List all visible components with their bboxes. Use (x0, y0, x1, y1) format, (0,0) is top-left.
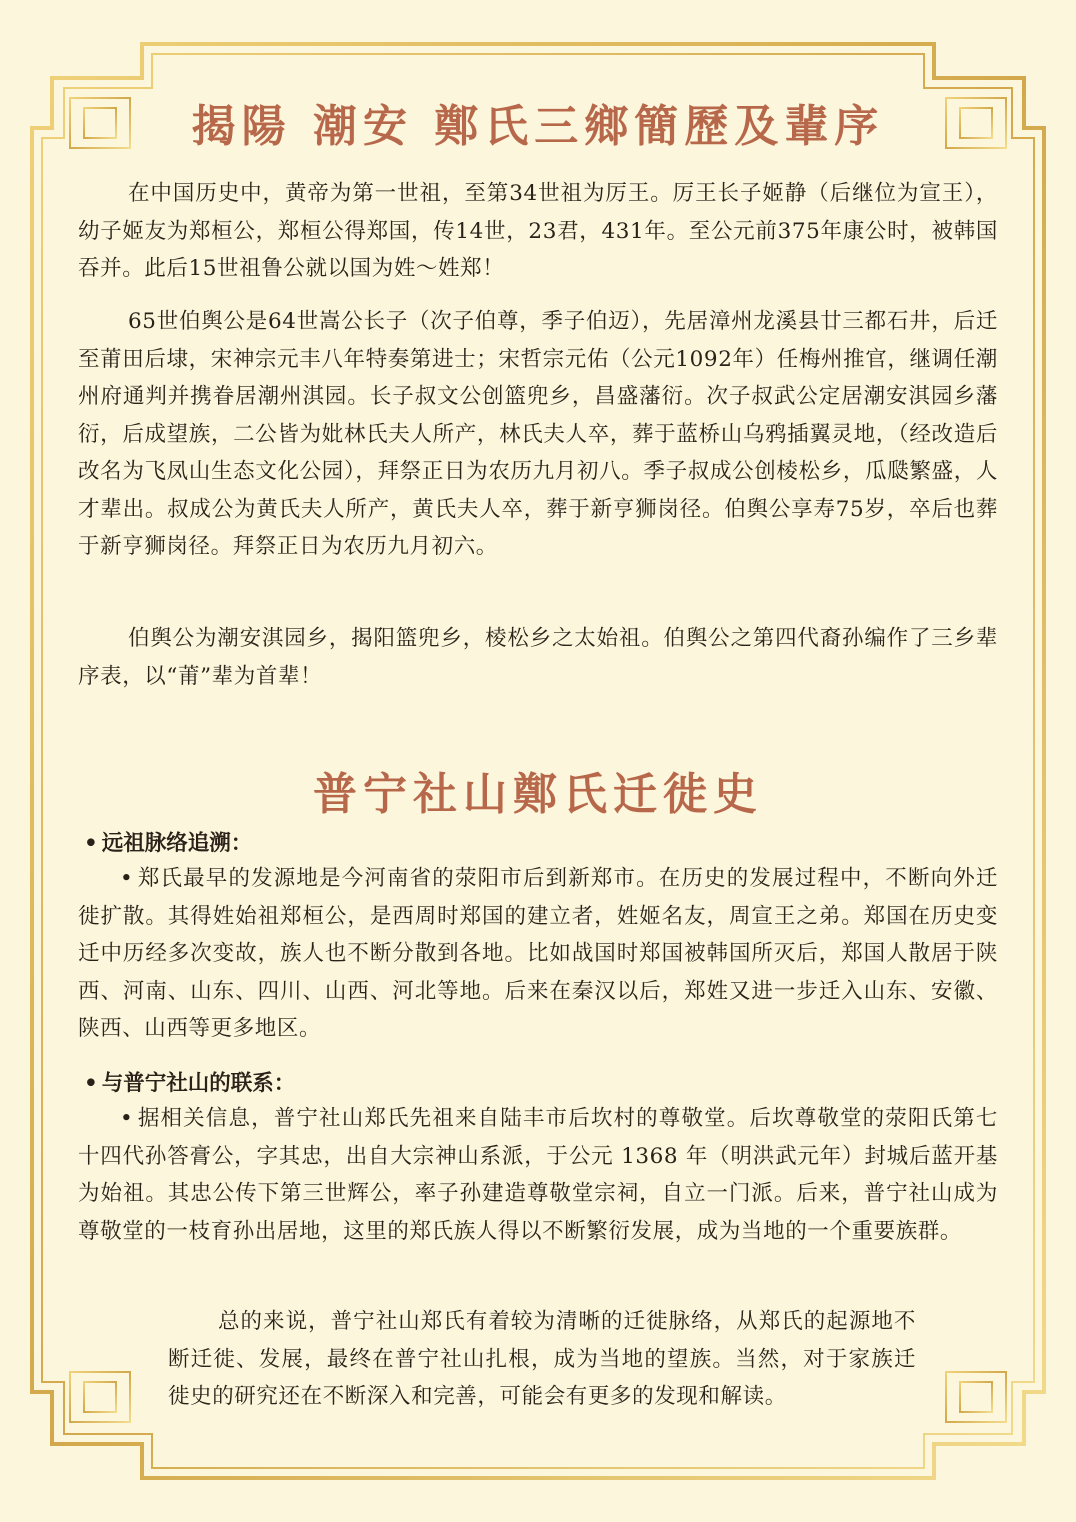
bullet-icon: • (120, 1106, 134, 1131)
ancestry-paragraph (78, 860, 998, 1048)
connection-text: 据相关信息，普宁社山郑氏先祖来自陆丰市后坎村的尊敬堂。后坎尊敬堂的荥阳氏第七十四代孙答膏公，字其忠，出自大宗神山系派，于公元 1368 年（明洪武元年）封城后蓝开基为始祖。其忠公传下第三世辉公，率子孙建造尊敬堂宗祠，自立一门派。后来，普宁社山成为尊敬堂的一枝育孙出居地，这里的郑氏族人得以不断繁衍发展，成为当地的一个重要族群。 (78, 1106, 998, 1244)
section-heading-connection (84, 1066, 295, 1097)
conclusion-paragraph: 总的来说，普宁社山郑氏有着较为清晰的迁徙脉络，从郑氏的起源地不断迁徙、发展，最终在普宁社山扎根，成为当地的望族。当然，对于家族迁徙史的研究还在不断深入和完善，可能会有更多的发现和解读。 (168, 1309, 916, 1409)
heading-label: 与普宁社山的联系： (101, 1071, 296, 1096)
section-title: 普宁社山鄭氏迁徙史 (313, 769, 763, 820)
bullet-icon: • (120, 866, 134, 891)
ancestry-text: 郑氏最早的发源地是今河南省的荥阳市后到新郑市。在历史的发展过程中，不断向外迁徙扩散。其得姓始祖郑桓公，是西周时郑国的建立者，姓姬名友，周宣王之弟。郑国在历史变迁中历经多次变故，族人也不断分散到各地。比如战国时郑国被韩国所灭后，郑国人散居于陕西、河南、山东、四川、山西、河北等地。后来在秦汉以后，郑姓又进一步迁入山东、安徽、陕西、山西等更多地区。 (78, 866, 998, 1041)
intro-paragraph-1: 在中国历史中，黄帝为第一世祖，至第34世祖为厉王。厉王长子姬静（后继位为宣王），幼子姬友为郑桓公，郑桓公得郑国，传14世，23君，431年。至公元前375年康公时，被韩国吞并。此后15世祖鲁公就以国为姓～姓郑！ (78, 181, 998, 281)
bullet-icon: • (84, 831, 98, 856)
heading-label: 远祖脉络追溯： (101, 831, 253, 856)
intro-paragraph-2: 65世伯舆公是64世嵩公长子（次子伯尊，季子伯迈），先居漳州龙溪县廿三都石井，后迁至莆田后埭，宋神宗元丰八年特奏第进士；宋哲宗元佑（公元1092年）任梅州推官，继调任潮州府通判并携眷居潮州淇园。长子叔文公创篮兜乡，昌盛藩衍。次子叔武公定居潮安淇园乡藩衍，后成望族，二公皆为妣林氏夫人所产，林氏夫人卒，葬于蓝桥山乌鸦插翼灵地，（经改造后改名为飞凤山生态文化公园），拜祭正日为农历九月初八。季子叔成公创棱松乡，瓜瓞繁盛，人才辈出。叔成公为黄氏夫人所产，黄氏夫人卒，葬于新亨狮岗径。伯舆公享寿75岁，卒后也葬于新亨狮岗径。拜祭正日为农历九月初六。 (78, 309, 998, 559)
connection-paragraph (78, 1100, 998, 1250)
page-title: 揭陽 潮安 鄭氏三鄉簡歷及輩序 (191, 101, 885, 152)
section-heading-ancestry (84, 826, 252, 857)
bullet-icon: • (84, 1071, 98, 1096)
intro-paragraph-3: 伯舆公为潮安淇园乡，揭阳篮兜乡，棱松乡之太始祖。伯舆公之第四代裔孙编作了三乡辈序表，以“莆”辈为首辈！ (78, 626, 998, 689)
